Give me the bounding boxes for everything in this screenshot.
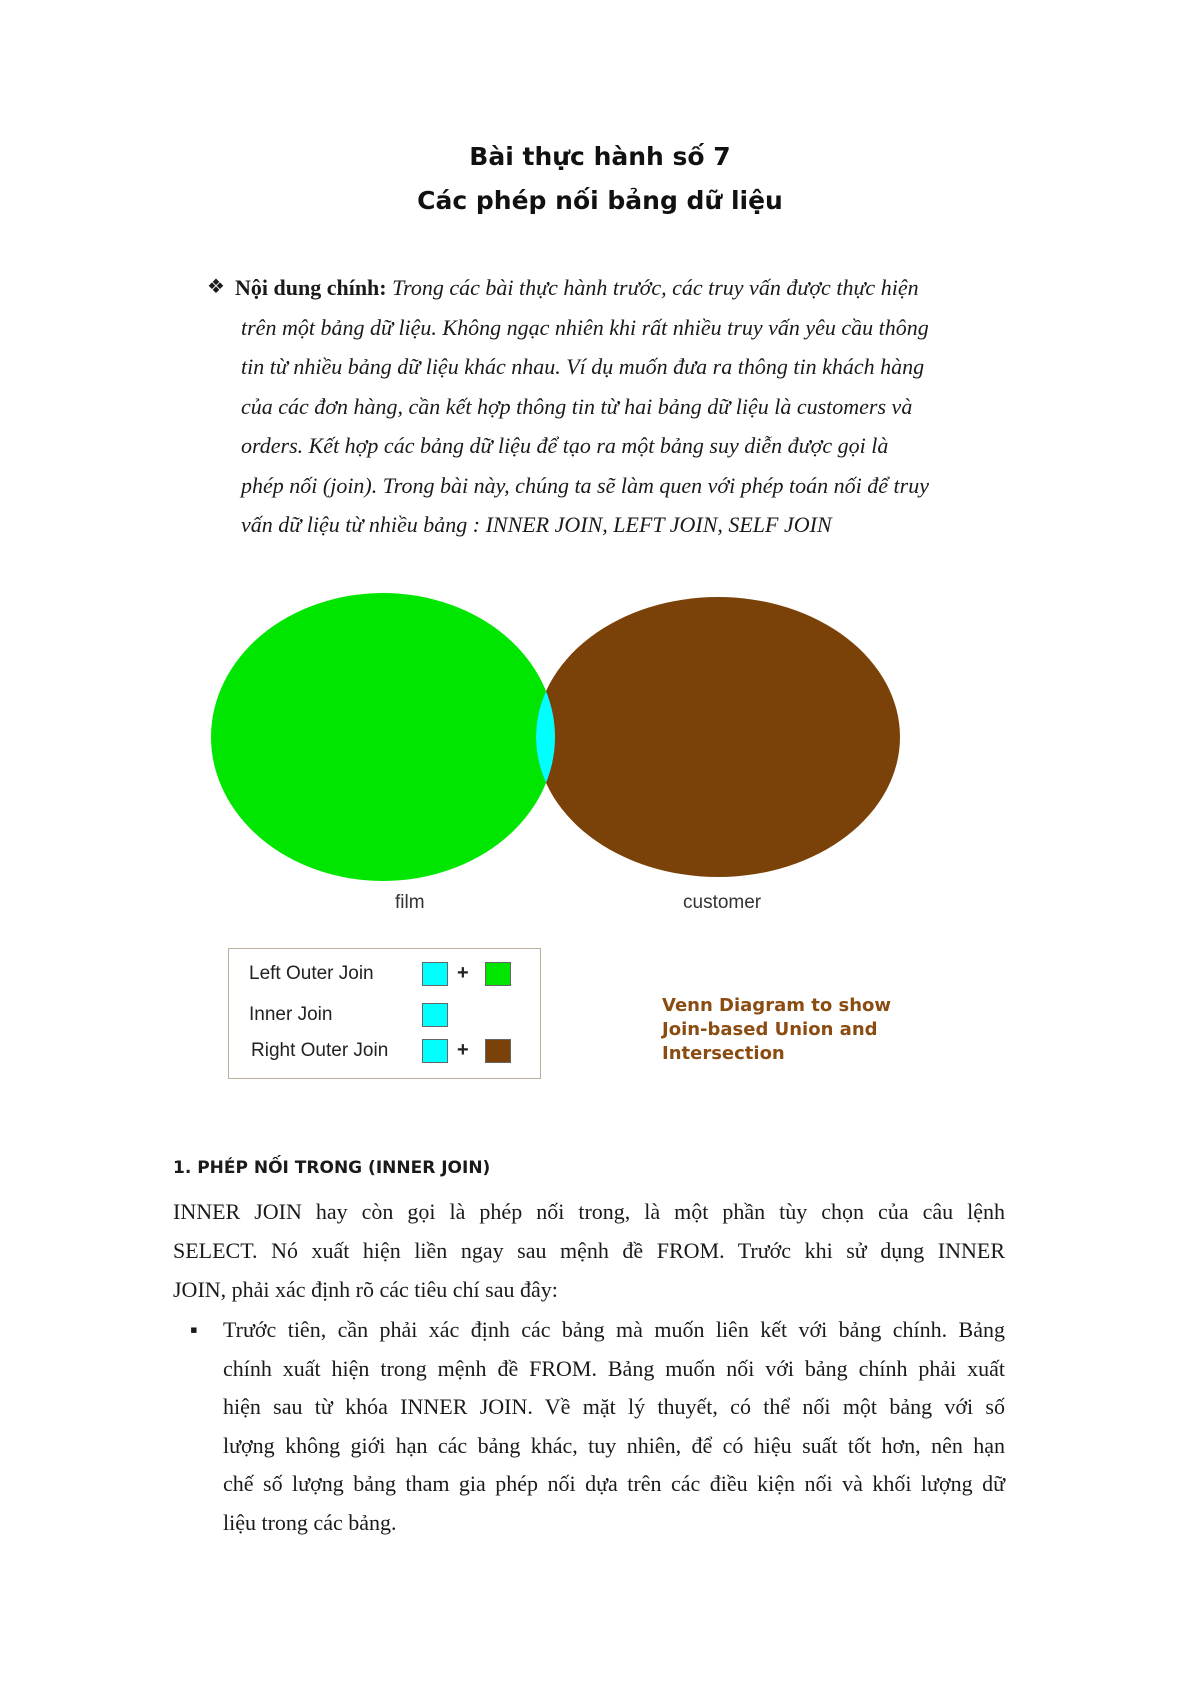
list-item-line: liệu trong các bảng. xyxy=(223,1509,397,1535)
venn-right-set-customer xyxy=(536,597,900,877)
intro-line: tin từ nhiều bảng dữ liệu khác nhau. Ví dụ muốn đưa ra thông tin khách hàng xyxy=(241,354,925,379)
diamond-bullet-icon: ❖ xyxy=(207,276,225,298)
legend-label: Right Outer Join xyxy=(251,1040,389,1061)
swatch-right-set xyxy=(485,1039,511,1063)
swatch-intersection xyxy=(422,1039,448,1063)
inner-join-paragraph xyxy=(173,1192,1005,1309)
document-title-line1: Bài thực hành số 7 xyxy=(469,142,731,171)
venn-diagram xyxy=(210,592,900,882)
intro-line: orders. Kết hợp các bảng dữ liệu để tạo ra một bảng suy diễn được gọi là xyxy=(241,433,889,458)
document-title-line2: Các phép nối bảng dữ liệu xyxy=(417,186,783,215)
swatch-intersection xyxy=(422,962,448,986)
venn-left-set-film xyxy=(211,593,555,881)
venn-legend xyxy=(228,948,541,1079)
list-item-line: lượng không giới hạn các bảng khác, tuy nhiên, để có hiệu suất tốt hơn, nên hạn xyxy=(223,1432,1005,1458)
plus-symbol: + xyxy=(457,1039,469,1061)
intro-line: vấn dữ liệu từ nhiều bảng : INNER JOIN, LEFT JOIN, SELF JOIN xyxy=(241,512,832,537)
intro-section xyxy=(207,268,1017,545)
legend-label: Inner Join xyxy=(249,1004,333,1025)
venn-label-film: film xyxy=(395,892,425,913)
list-item-line: chế số lượng bảng tham gia phép nối dựa trên các điều kiện nối và khối lượng dữ xyxy=(223,1471,1005,1496)
list-item-line: Trước tiên, cần phải xác định các bảng mà muốn liên kết với bảng chính. Bảng xyxy=(223,1317,1005,1342)
paragraph-line: SELECT. Nó xuất hiện liền ngay sau mệnh đề FROM. Trước khi sử dụng INNER xyxy=(173,1238,1005,1263)
square-bullet-icon: ▪ xyxy=(190,1317,198,1342)
intro-line: Nội dung chính: Trong các bài thực hành trước, các truy vấn được thực hiện xyxy=(235,275,919,300)
swatch-left-set xyxy=(485,962,511,986)
intro-line: trên một bảng dữ liệu. Không ngạc nhiên khi rất nhiều truy vấn yêu cầu thông xyxy=(241,314,929,340)
venn-label-customer: customer xyxy=(683,892,762,913)
section-heading-inner-join: 1. PHÉP NỐI TRONG (INNER JOIN) xyxy=(173,1158,491,1178)
intro-lead: Nội dung chính: xyxy=(235,275,387,300)
criteria-list xyxy=(190,1311,1005,1542)
list-item-line: hiện sau từ khóa INNER JOIN. Về mặt lý thuyết, có thể nối một bảng với số xyxy=(223,1394,1005,1419)
venn-caption: Venn Diagram to show Join-based Union and Intersection xyxy=(662,995,891,1064)
intro-line: phép nối (join). Trong bài này, chúng ta sẽ làm quen với phép toán nối để truy xyxy=(241,472,929,498)
plus-symbol: + xyxy=(457,962,469,984)
swatch-intersection xyxy=(422,1003,448,1027)
paragraph-line: INNER JOIN hay còn gọi là phép nối trong, là một phần tùy chọn của câu lệnh xyxy=(173,1199,1005,1224)
list-item-line: chính xuất hiện trong mệnh đề FROM. Bảng muốn nối với bảng chính phải xuất xyxy=(223,1355,1005,1381)
list-item xyxy=(190,1311,1005,1542)
legend-label: Left Outer Join xyxy=(249,963,374,984)
intro-line: của các đơn hàng, cần kết hợp thông tin từ hai bảng dữ liệu là customers và xyxy=(241,393,913,419)
paragraph-line: JOIN, phải xác định rõ các tiêu chí sau đây: xyxy=(173,1277,558,1302)
